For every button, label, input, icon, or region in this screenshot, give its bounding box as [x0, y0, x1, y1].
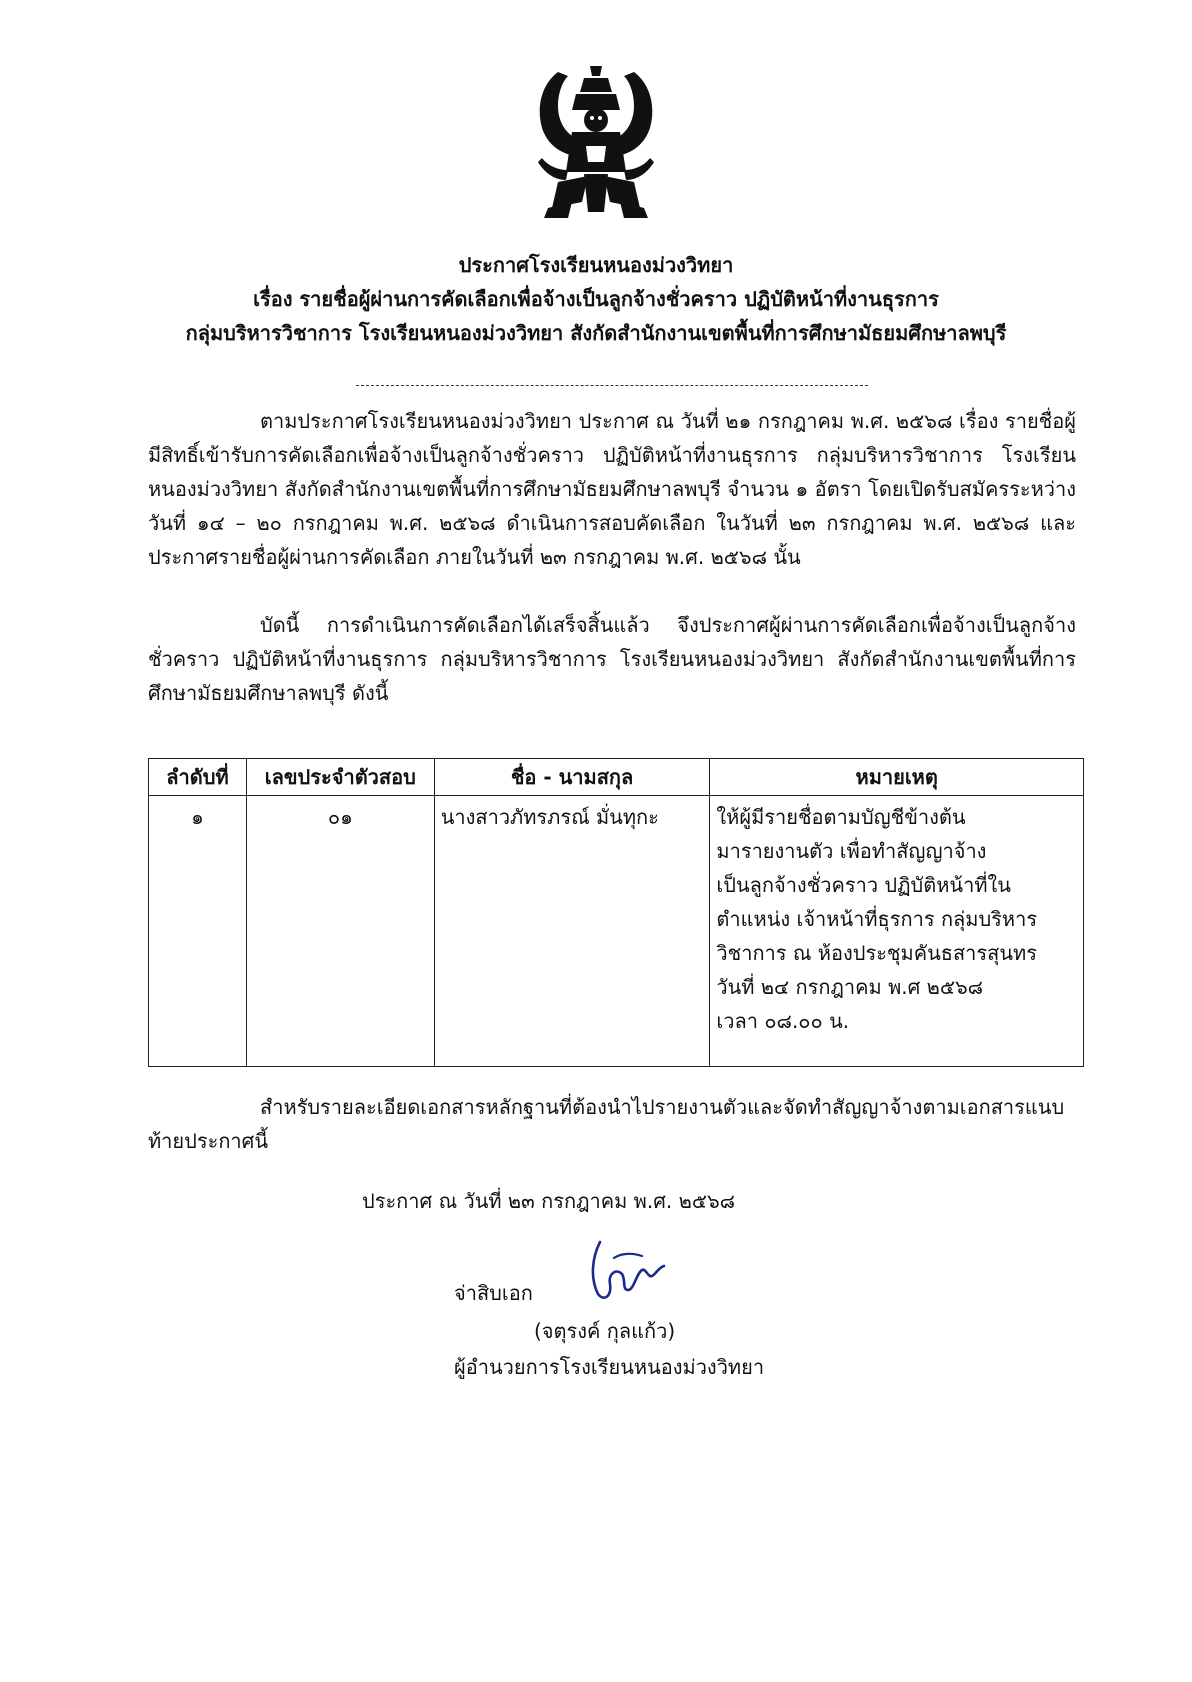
- header-order: ลำดับที่: [149, 759, 247, 796]
- paragraph-1: [148, 404, 1076, 574]
- paragraph-2-text: บัดนี้ การดำเนินการคัดเลือกได้เสร็จสิ้นแล้ว จึงประกาศผู้ผ่านการคัดเลือกเพื่อจ้างเป็นลูกจ้างชั่วคราว ปฏิบัติหน้าที่งานธุรการ กลุ่มบริหารวิชาการ โรงเรียนหนองม่วงวิทยา สังกัดสำนักงานเขตพื้นที่การศึกษามัธยมศึกษาลพบุรี ดังนี้: [148, 613, 1076, 705]
- remark-line: ตำแหน่ง เจ้าหน้าที่ธุรการ กลุ่มบริหาร: [716, 907, 1038, 931]
- paragraph-3-text: สำหรับรายละเอียดเอกสารหลักฐานที่ต้องนำไปรายงานตัวและจัดทำสัญญาจ้างตามเอกสารแนบท้ายประกาศนี้: [148, 1095, 1065, 1153]
- results-table: [148, 758, 1084, 1067]
- cell-name: นางสาวภัทรภรณ์ มั่นทุกะ: [434, 796, 710, 1067]
- header-exam-id: เลขประจำตัวสอบ: [246, 759, 434, 796]
- subject-line-1: เรื่อง รายชื่อผู้ผ่านการคัดเลือกเพื่อจ้างเป็นลูกจ้างชั่วคราว ปฏิบัติหน้าที่งานธุรการ: [253, 287, 939, 311]
- paragraph-2: [148, 608, 1076, 710]
- paragraph-1-text: ตามประกาศโรงเรียนหนองม่วงวิทยา ประกาศ ณ วันที่ ๒๑ กรกฎาคม พ.ศ. ๒๕๖๘ เรื่อง รายชื่อผู้มีสิทธิ์เข้ารับการคัดเลือกเพื่อจ้างเป็นลูกจ้างชั่วคราว ปฏิบัติหน้าที่งานธุรการ กลุ่มบริหารวิชาการ โรงเรียนหนองม่วงวิทยา สังกัดสำนักงานเขตพื้นที่การศึกษามัธยมศึกษาลพบุรี จำนวน ๑ อัตรา โดยเปิดรับสมัครระหว่างวันที่ ๑๔ – ๒๐ กรกฎาคม พ.ศ. ๒๕๖๘ ดำเนินการสอบคัดเลือก ในวันที่ ๒๓ กรกฎาคม พ.ศ. ๒๕๖๘ และประกาศรายชื่อผู้ผ่านการคัดเลือก ภายในวันที่ ๒๓ กรกฎาคม พ.ศ. ๒๕๖๘ นั้น: [148, 409, 1076, 569]
- subject-line-2: กลุ่มบริหารวิชาการ โรงเรียนหนองม่วงวิทยา สังกัดสำนักงานเขตพื้นที่การศึกษามัธยมศึกษาลพบุรี: [185, 321, 1007, 345]
- signature: [586, 1238, 666, 1304]
- remark-line: เป็นลูกจ้างชั่วคราว ปฏิบัติหน้าที่ใน: [716, 873, 1011, 897]
- cell-exam-id: ๐๑: [246, 796, 434, 1067]
- header-remark: หมายเหตุ: [710, 759, 1084, 796]
- cell-remark: [710, 796, 1084, 1067]
- signer-position: ผู้อำนวยการโรงเรียนหนองม่วงวิทยา: [454, 1355, 765, 1379]
- remark-line: ให้ผู้มีรายชื่อตามบัญชีข้างต้น: [716, 805, 966, 829]
- remark-line: วิชาการ ณ ห้องประชุมคันธสารสุนทร: [716, 941, 1037, 965]
- cell-order: ๑: [149, 796, 247, 1067]
- page-title: ประกาศโรงเรียนหนองม่วงวิทยา: [458, 253, 734, 277]
- table-header-row: [149, 759, 1084, 796]
- header-name: ชื่อ - นามสกุล: [434, 759, 710, 796]
- signer-name: (จตุรงค์ กุลแก้ว): [534, 1319, 676, 1343]
- divider: [356, 385, 868, 386]
- table-row: [149, 796, 1084, 1067]
- remark-line: วันที่ ๒๔ กรกฎาคม พ.ศ ๒๕๖๘: [716, 975, 984, 999]
- paragraph-3: [148, 1090, 1076, 1158]
- garuda-emblem-icon: [528, 62, 664, 220]
- announce-date: ประกาศ ณ วันที่ ๒๓ กรกฎาคม พ.ศ. ๒๕๖๘: [362, 1189, 736, 1213]
- remark-line: เวลา ๐๘.๐๐ น.: [716, 1009, 850, 1033]
- remark-line: มารายงานตัว เพื่อทำสัญญาจ้าง: [716, 839, 987, 863]
- signer-rank: จ่าสิบเอก: [454, 1281, 533, 1305]
